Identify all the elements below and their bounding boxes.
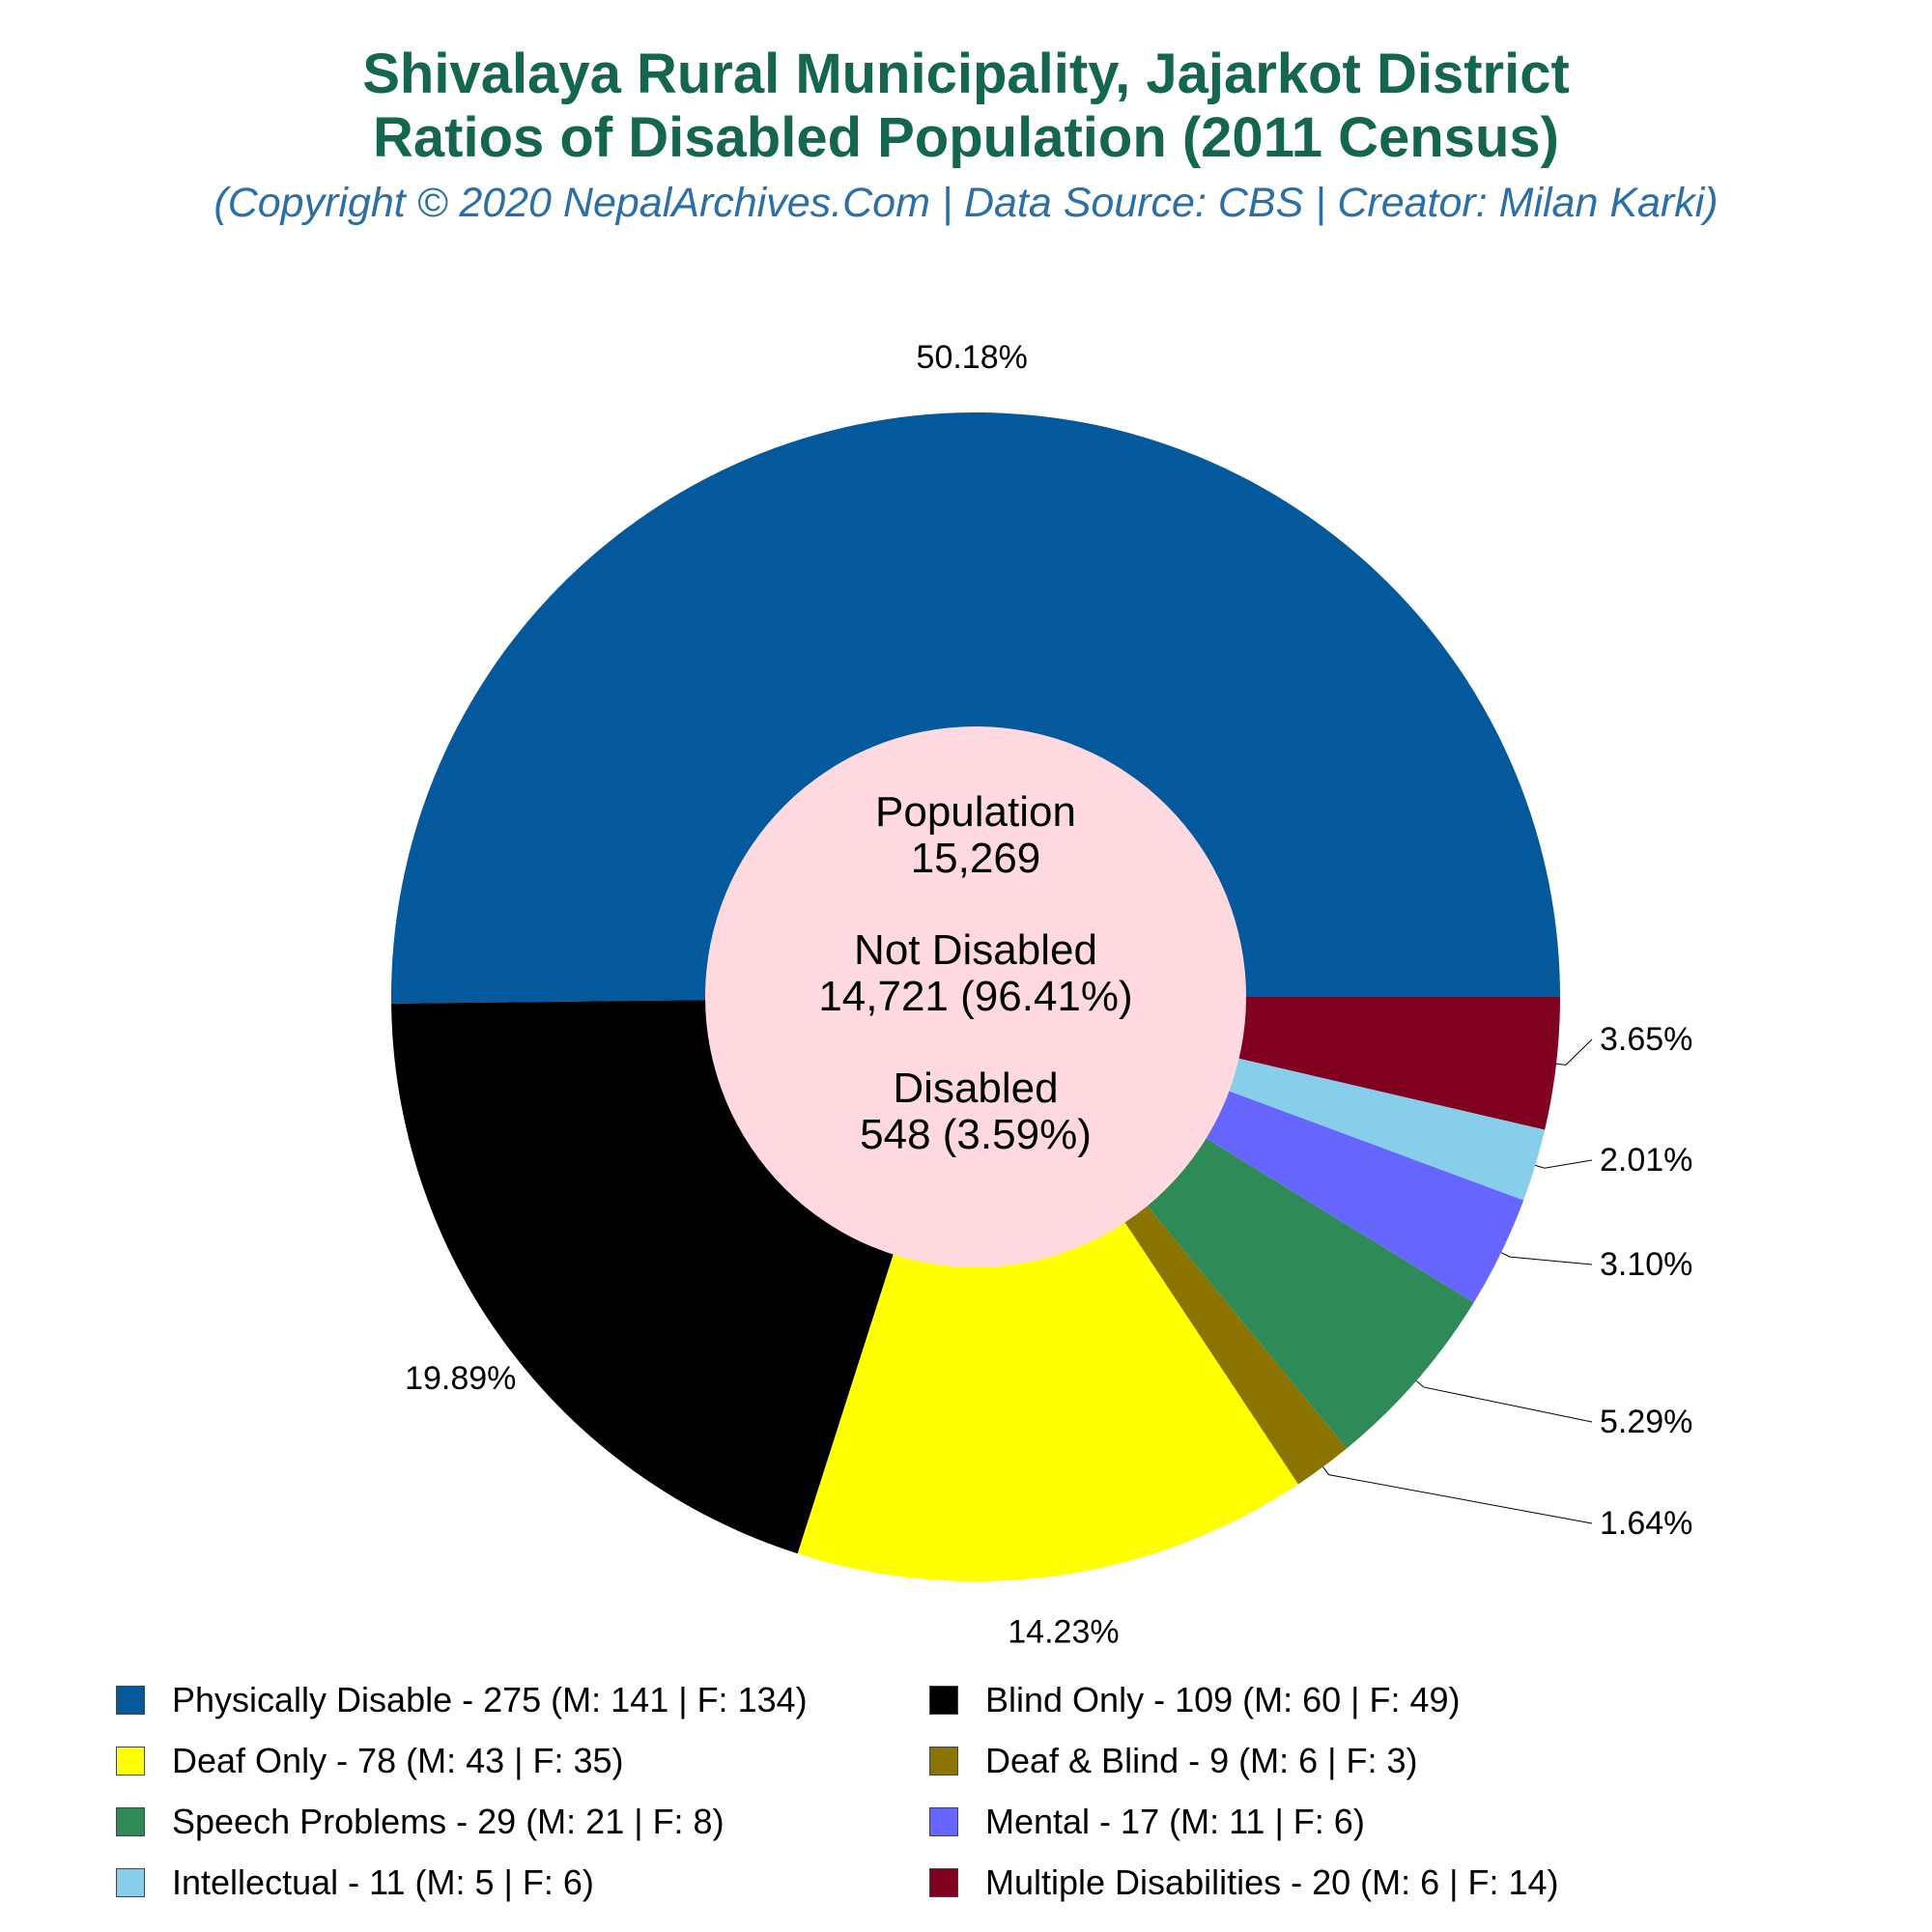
chart-legend bbox=[116, 1678, 1855, 1905]
legend-label: Mental - 17 (M: 11 | F: 6) bbox=[985, 1802, 1365, 1841]
legend-label: Deaf & Blind - 9 (M: 6 | F: 3) bbox=[985, 1741, 1418, 1780]
percent-label-blind-only: 19.89% bbox=[405, 1359, 517, 1397]
center-not-disabled-value: 14,721 (96.41%) bbox=[818, 973, 1133, 1020]
center-population-value: 15,269 bbox=[910, 835, 1041, 882]
chart-subtitle: (Copyright © 2020 NepalArchives.Com | Data Source: CBS | Creator: Milan Karki) bbox=[213, 180, 1719, 226]
legend-item-deaf-blind bbox=[929, 1739, 1799, 1783]
legend-label: Deaf Only - 78 (M: 43 | F: 35) bbox=[172, 1741, 624, 1780]
percent-label-physically-disable: 50.18% bbox=[916, 339, 1028, 377]
percent-label-multiple-disabilities: 3.65% bbox=[1600, 1021, 1693, 1058]
leader-line-intellectual bbox=[1535, 1160, 1592, 1168]
chart-title-line-1: Shivalaya Rural Municipality, Jajarkot District bbox=[362, 43, 1570, 105]
legend-label: Blind Only - 109 (M: 60 | F: 49) bbox=[985, 1680, 1461, 1719]
center-disabled-value: 548 (3.59%) bbox=[860, 1111, 1092, 1158]
center-disabled-label: Disabled bbox=[893, 1065, 1059, 1112]
legend-swatch bbox=[929, 1686, 958, 1715]
legend-swatch bbox=[929, 1868, 958, 1897]
legend-swatch bbox=[929, 1747, 958, 1776]
legend-item-blind-only bbox=[929, 1678, 1799, 1722]
center-population-label: Population bbox=[875, 788, 1076, 836]
center-not-disabled-label: Not Disabled bbox=[854, 926, 1097, 974]
legend-item-multiple-disabilities bbox=[929, 1861, 1799, 1905]
legend-item-intellectual bbox=[116, 1861, 929, 1905]
legend-label: Speech Problems - 29 (M: 21 | F: 8) bbox=[172, 1802, 724, 1841]
percent-label-speech-problems: 5.29% bbox=[1600, 1404, 1693, 1440]
legend-label: Multiple Disabilities - 20 (M: 6 | F: 14) bbox=[985, 1862, 1559, 1902]
leader-line-speech-problems bbox=[1416, 1380, 1592, 1422]
percent-label-intellectual: 2.01% bbox=[1600, 1142, 1693, 1179]
leader-line-deaf-blind bbox=[1323, 1467, 1592, 1523]
legend-swatch bbox=[929, 1807, 958, 1836]
legend-label: Intellectual - 11 (M: 5 | F: 6) bbox=[172, 1862, 594, 1902]
legend-item-deaf-only bbox=[116, 1739, 929, 1783]
percent-label-deaf-blind: 1.64% bbox=[1600, 1505, 1693, 1542]
legend-swatch bbox=[116, 1686, 145, 1715]
chart-title-line-2: Ratios of Disabled Population (2011 Census) bbox=[373, 106, 1559, 169]
legend-swatch bbox=[116, 1868, 145, 1897]
percent-label-deaf-only: 14.23% bbox=[1008, 1613, 1120, 1651]
legend-swatch bbox=[116, 1747, 145, 1776]
percent-label-mental: 3.10% bbox=[1600, 1246, 1693, 1283]
leader-line-mental bbox=[1501, 1253, 1592, 1264]
legend-item-mental bbox=[929, 1800, 1799, 1844]
legend-swatch bbox=[116, 1807, 145, 1836]
legend-label: Physically Disable - 275 (M: 141 | F: 134) bbox=[172, 1680, 808, 1719]
legend-item-speech-problems bbox=[116, 1800, 929, 1844]
legend-item-physically-disable bbox=[116, 1678, 929, 1722]
leader-line-multiple-disabilities bbox=[1556, 1039, 1592, 1065]
